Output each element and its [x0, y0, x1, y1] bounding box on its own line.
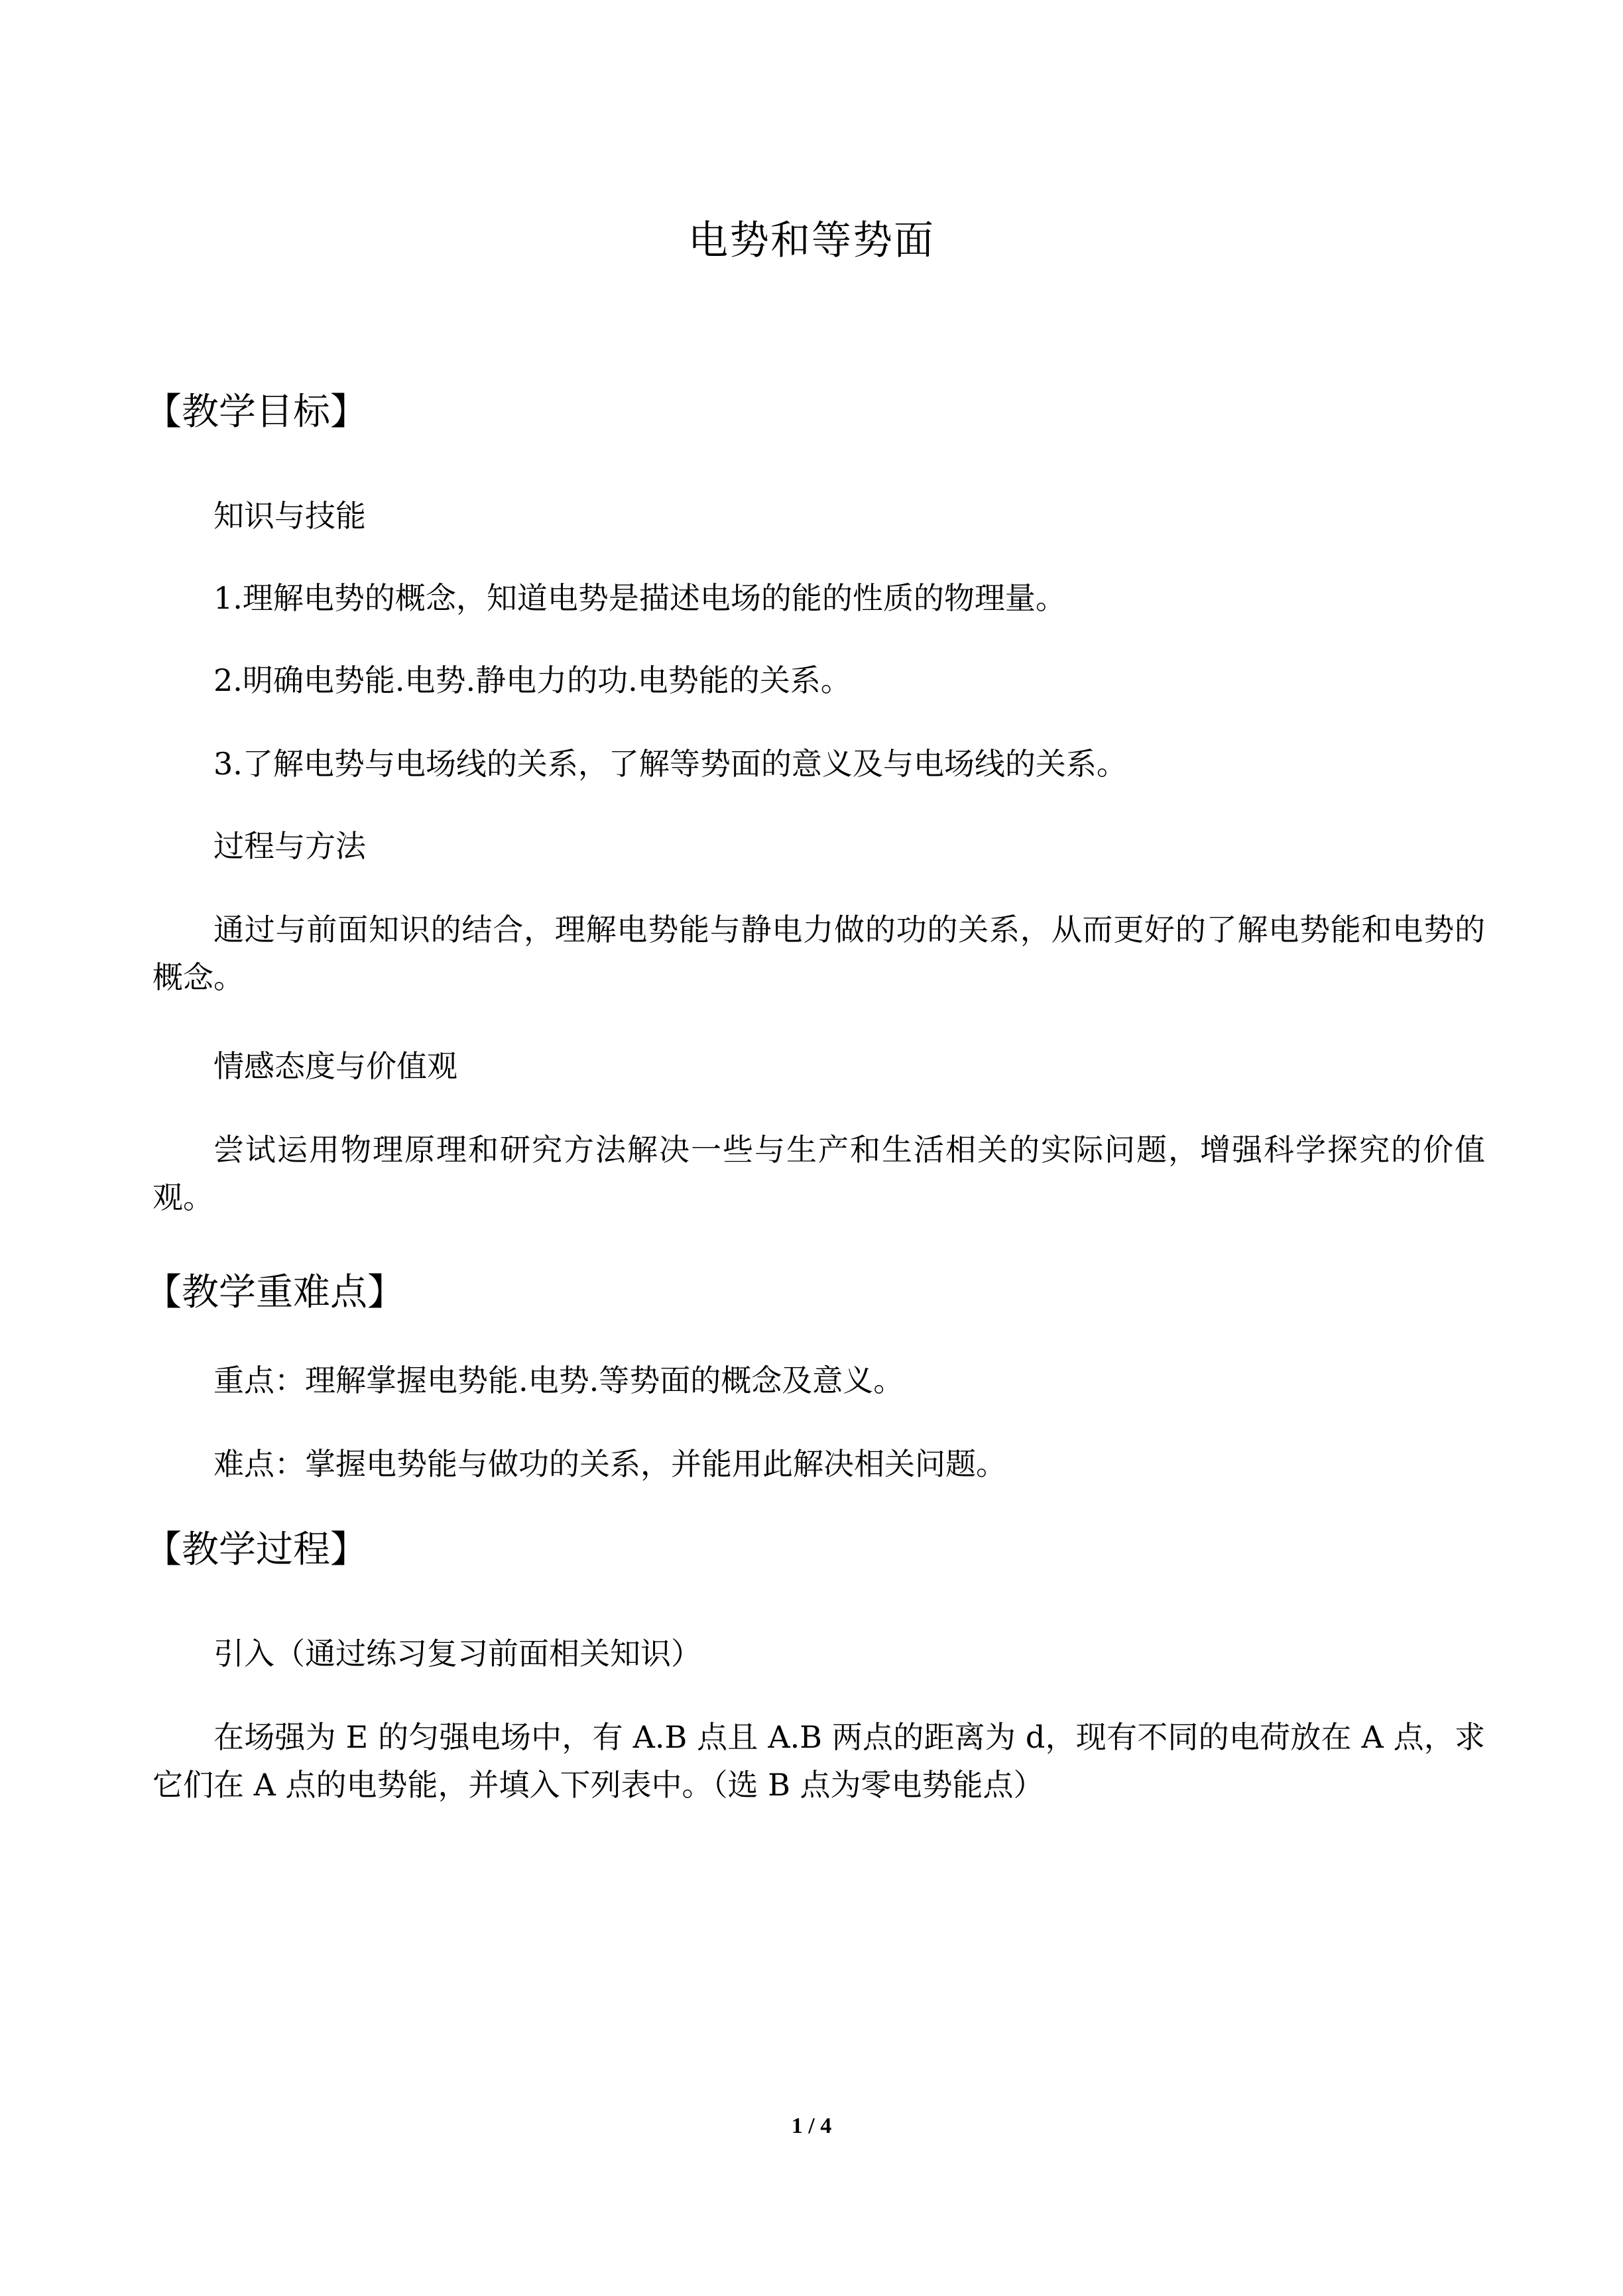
emotion-paragraph: 尝试运用物理原理和研究方法解决一些与生产和生活相关的实际问题，增强科学探究的价值观。 [152, 1132, 1485, 1215]
subsection-label-knowledge: 知识与技能 [213, 498, 366, 534]
objective-item-1: 1.理解电势的概念，知道电势是描述电场的能的性质的物理量。 [213, 580, 1066, 616]
intro-paragraph: 在场强为 E 的匀强电场中，有 A.B 点且 A.B 两点的距离为 d，现有不同的电荷放在 A 点，求它们在 A 点的电势能，并填入下列表中。（选 B 点为零电势能点） [152, 1719, 1485, 1803]
process-paragraph: 通过与前面知识的结合，理解电势能与静电力做的功的关系，从而更好的了解电势能和电势的概念。 [152, 912, 1485, 995]
page-number: 1 / 4 [791, 2114, 832, 2138]
intro-label: 引入（通过练习复习前面相关知识） [213, 1636, 701, 1671]
section-heading-objectives: 【教学目标】 [145, 391, 367, 434]
section-heading-key-points: 【教学重难点】 [145, 1271, 404, 1314]
section-heading-process: 【教学过程】 [145, 1528, 367, 1571]
objective-item-2: 2.明确电势能.电势.静电力的功.电势能的关系。 [213, 662, 851, 698]
subsection-label-process: 过程与方法 [213, 828, 366, 864]
document-title: 电势和等势面 [688, 217, 935, 264]
subsection-label-emotion: 情感态度与价值观 [213, 1048, 457, 1084]
difficulty-text: 难点：掌握电势能与做功的关系，并能用此解决相关问题。 [213, 1446, 1006, 1482]
key-point-text: 重点：理解掌握电势能.电势.等势面的概念及意义。 [213, 1362, 904, 1398]
objective-item-3: 3.了解电势与电场线的关系，了解等势面的意义及与电场线的关系。 [213, 746, 1127, 782]
